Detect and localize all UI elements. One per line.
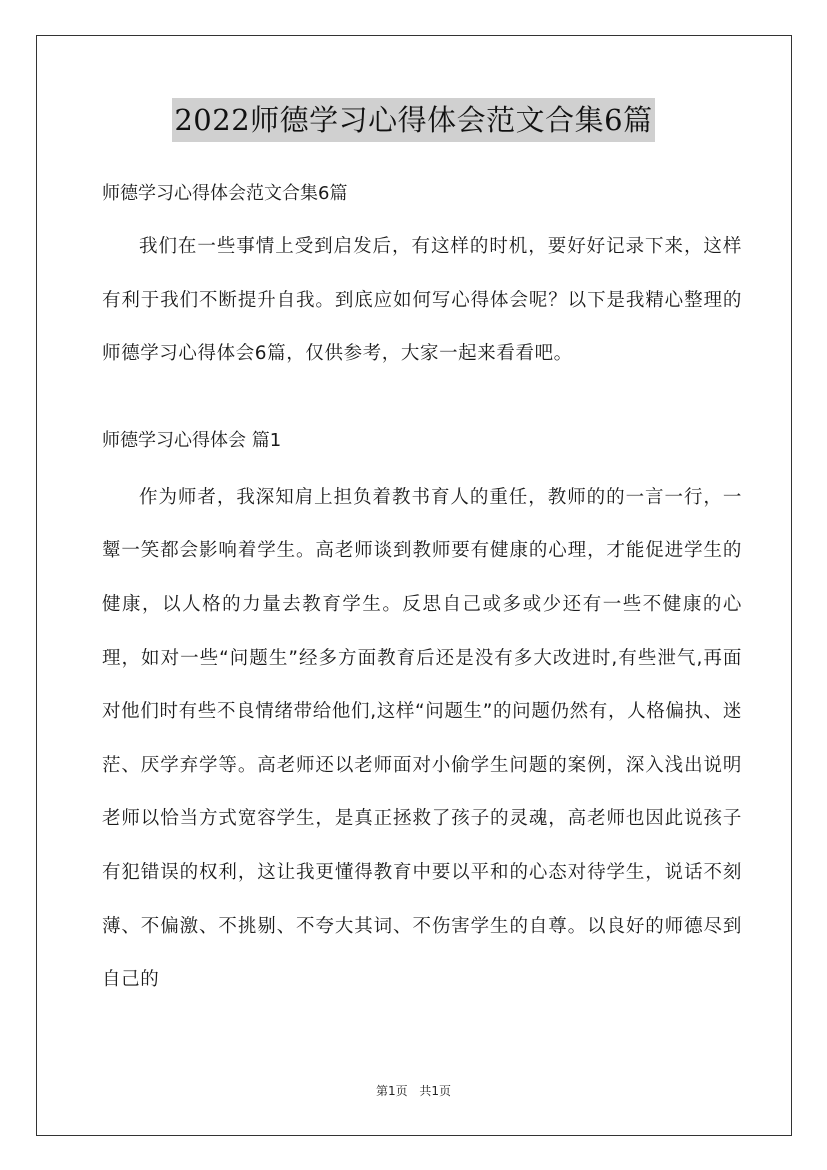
page-footer	[0, 1082, 827, 1099]
document-body	[102, 172, 742, 1007]
section-heading: 师德学习心得体会 篇1	[102, 429, 282, 451]
document-title: 2022师德学习心得体会范文合集6篇	[172, 98, 654, 142]
title-container	[0, 98, 827, 142]
page-number: 第1页	[375, 1084, 408, 1098]
page-total: 共1页	[419, 1084, 452, 1098]
intro-paragraph: 我们在一些事情上受到启发后，有这样的时机，要好好记录下来，这样有利于我们不断提升自我。到底应如何写心得体会呢？以下是我精心整理的师德学习心得体会6篇，仅供参考，大家一起来看看吧。	[102, 236, 742, 365]
document-subtitle: 师德学习心得体会范文合集6篇	[102, 183, 348, 204]
section-paragraph: 作为师者，我深知肩上担负着教书育人的重任，教师的的一言一行，一颦一笑都会影响着学生。高老师谈到教师要有健康的心理，才能促进学生的健康，以人格的力量去教育学生。反思自己或多或少还有一些不健康的心理，如对一些“问题生”经多方面教育后还是没有多大改进时,有些泄气,再面对他们时有些不良情绪带给他们,这样“问题生”的问题仍然有，人格偏执、迷茫、厌学弃学等。高老师还以老师面对小偷学生问题的案例，深入浅出说明老师以恰当方式宽容学生，是真正拯救了孩子的灵魂，高老师也因此说孩子有犯错误的权利，这让我更懂得教育中要以平和的心态对待学生，说话不刻薄、不偏激、不挑剔、不夸大其词、不伤害学生的自尊。以良好的师德尽到自己的	[102, 486, 742, 991]
